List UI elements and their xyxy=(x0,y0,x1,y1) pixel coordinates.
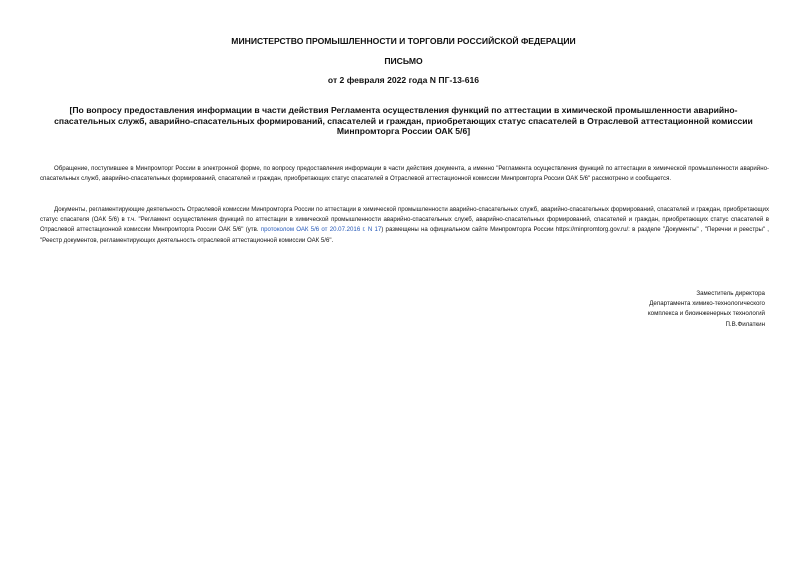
ministry-title: МИНИСТЕРСТВО ПРОМЫШЛЕННОСТИ И ТОРГОВЛИ РОССИЙСКОЙ ФЕДЕРАЦИИ xyxy=(231,36,576,46)
signature-position: Заместитель директора xyxy=(696,290,765,297)
document-date-number: от 2 февраля 2022 года N ПГ-13-616 xyxy=(327,75,480,85)
signature-name: П.В.Филаткин xyxy=(725,320,765,328)
signature-block xyxy=(648,289,765,330)
body-paragraph-1: Обращение, поступившее в Минпромторг России в электронной форме, по вопросу предоставления информации в части действия документа, а именно "Регламента осуществления функций по аттестации в химической промышленности аварийно-спасательных служб, аварийно-спасательных формирований, спасателей и граждан, приобретающих статус спасателей в Отраслевой аттестационной комиссии Минпромторга России ОАК 5/6" рассмотрено и сообщается. xyxy=(40,165,769,183)
document-subject: [По вопросу предоставления информации в части действия Регламента осуществления функций по аттестации в химической промышленности аварийно-спасательных служб, аварийно-спасательных формирований, спасателей и граждан, приобретающих статус спасателей в Отраслевой аттестационной комиссии Минпромторга России ОАК 5/6] xyxy=(54,105,753,137)
signature-department: Департамента химико-технологического xyxy=(649,300,765,308)
paragraph-2-text-end: ) размещены на официальном сайте Минпромторга России https://minpromtorg.gov.ru/: в разделе "Документы" , "Перечни и реестры" , "Реестр документов, регламентирующих деятельность отраслевой аттестационной комиссии ОАК 5/6". xyxy=(40,226,769,244)
document-type: ПИСЬМО xyxy=(384,56,423,66)
signature-department-cont: комплекса и биоинженерных технологий xyxy=(647,310,765,318)
body-paragraph-2 xyxy=(40,205,769,246)
protocol-link[interactable]: протоколом ОАК 5/6 от 20.07.2016 г. N 17 xyxy=(260,226,382,234)
paragraph-2-text-start: Документы, регламентирующие деятельность Отраслевой комиссии Минпромторга России по аттестации в химической промышленности аварийно-спасательных служб, аварийно-спасательных формирований, спасателей и граждан, приобретающих статус спасателя (ОАК 5/6) в т.ч. "Регламент осуществления функций по аттестации в химической промышленности аварийно-спасательных служб, аварийно-спасательных формирований, спасателей и граждан, приобретающих статус спасателей в Отраслевой аттестационной комиссии Минпромторга России ОАК 5/6" (утв. xyxy=(40,206,769,234)
